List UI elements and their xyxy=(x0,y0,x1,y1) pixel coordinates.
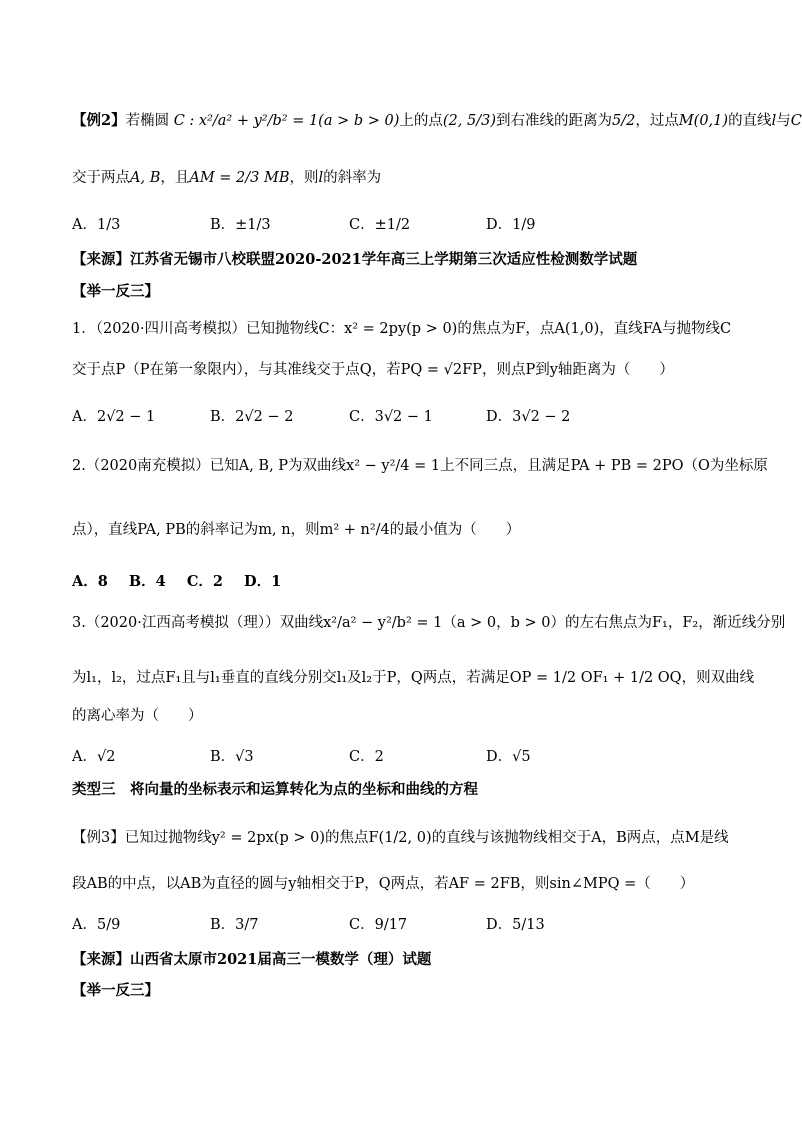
example2-option-c: C．±1/2 xyxy=(349,217,411,233)
q1-option-a: A．2√2 − 1 xyxy=(72,409,156,425)
example3-option-b: B．3/7 xyxy=(210,917,259,933)
juyifansan-1: 【举一反三】 xyxy=(72,283,159,300)
example3-line1: 【例3】已知过抛物线y² = 2px(p > 0)的焦点F(1/2, 0)的直线与该抛物线相交于A，B两点，点M是线 xyxy=(72,830,729,846)
example2-option-b: B．±1/3 xyxy=(210,217,271,233)
q3-option-b: B．√3 xyxy=(210,749,254,765)
q1-line1: 1．（2020·四川高考模拟）已知抛物线C：x² = 2py(p > 0)的焦点为F，点A(1,0)，直线FA与抛物线C xyxy=(72,321,732,337)
ellipse-equation: C : x²/a² + y²/b² = 1(a > b > 0) xyxy=(173,113,400,129)
q3-option-a: A．√2 xyxy=(72,749,116,765)
example2-option-d: D．1/9 xyxy=(486,217,536,233)
q2-line2: 点），直线PA, PB的斜率记为m, n，则m² + n²/4的最小值为（ ） xyxy=(72,522,521,538)
q1-option-d: D．3√2 − 2 xyxy=(486,409,571,425)
example2-line1: 【例2】若椭圆 C : x²/a² + y²/b² = 1(a > b > 0)上的点(2, 5/3)到右准线的距离为5/2，过点M(0,1)的直线l与C xyxy=(72,112,802,129)
q3-option-d: D．√5 xyxy=(486,749,531,765)
q2-option-b: B．4 xyxy=(128,573,166,590)
source-1: 【来源】江苏省无锡市八校联盟2020-2021学年高三上学期第三次适应性检测数学试题 xyxy=(72,251,638,268)
example2-tag: 【例2】 xyxy=(72,112,126,129)
q1-option-c: C．3√2 − 1 xyxy=(349,409,433,425)
q1-option-b: B．2√2 − 2 xyxy=(210,409,294,425)
q2-option-c: C．2 xyxy=(186,573,223,590)
example3-option-d: D．5/13 xyxy=(486,917,545,933)
q3-line3: 的离心率为（ ） xyxy=(72,708,203,724)
q2-option-d: D．1 xyxy=(244,573,282,590)
q3-line2: 为l₁，l₂，过点F₁且与l₁垂直的直线分别交l₁及l₂于P，Q两点，若满足OP = 1/2 OF₁ + 1/2 OQ，则双曲线 xyxy=(72,670,755,686)
q1-line2: 交于点P（P在第一象限内），与其准线交于点Q，若PQ = √2FP，则点P到y轴距离为（ ） xyxy=(72,362,674,378)
q2-line1: 2.（2020南充模拟）已知A, B, P为双曲线x² − y²/4 = 1上不同三点，且满足PA + PB = 2PO（O为坐标原 xyxy=(72,458,768,474)
example2-line2: 交于两点A, B，且AM = 2/3 MB，则l的斜率为 xyxy=(72,170,382,186)
section-heading-type3: 类型三 将向量的坐标表示和运算转化为点的坐标和曲线的方程 xyxy=(72,781,478,798)
example2-option-a: A．1/3 xyxy=(72,217,121,233)
q3-option-c: C．2 xyxy=(349,749,384,765)
source-2: 【来源】山西省太原市2021届高三一模数学（理）试题 xyxy=(72,951,432,968)
q2-option-a: A．8 xyxy=(72,573,108,590)
q3-line1: 3.（2020·江西高考模拟（理））双曲线x²/a² − y²/b² = 1（a > 0，b > 0）的左右焦点为F₁，F₂，渐近线分别 xyxy=(72,615,786,631)
example3-option-a: A．5/9 xyxy=(72,917,121,933)
vector-equation: AM = 2/3 MB xyxy=(189,170,290,186)
example3-line2: 段AB的中点，以AB为直径的圆与y轴相交于P，Q两点，若AF = 2FB，则sin∠MPQ =（ ） xyxy=(72,876,695,892)
juyifansan-2: 【举一反三】 xyxy=(72,982,159,999)
q2-options xyxy=(72,570,281,591)
example3-option-c: C．9/17 xyxy=(349,917,408,933)
